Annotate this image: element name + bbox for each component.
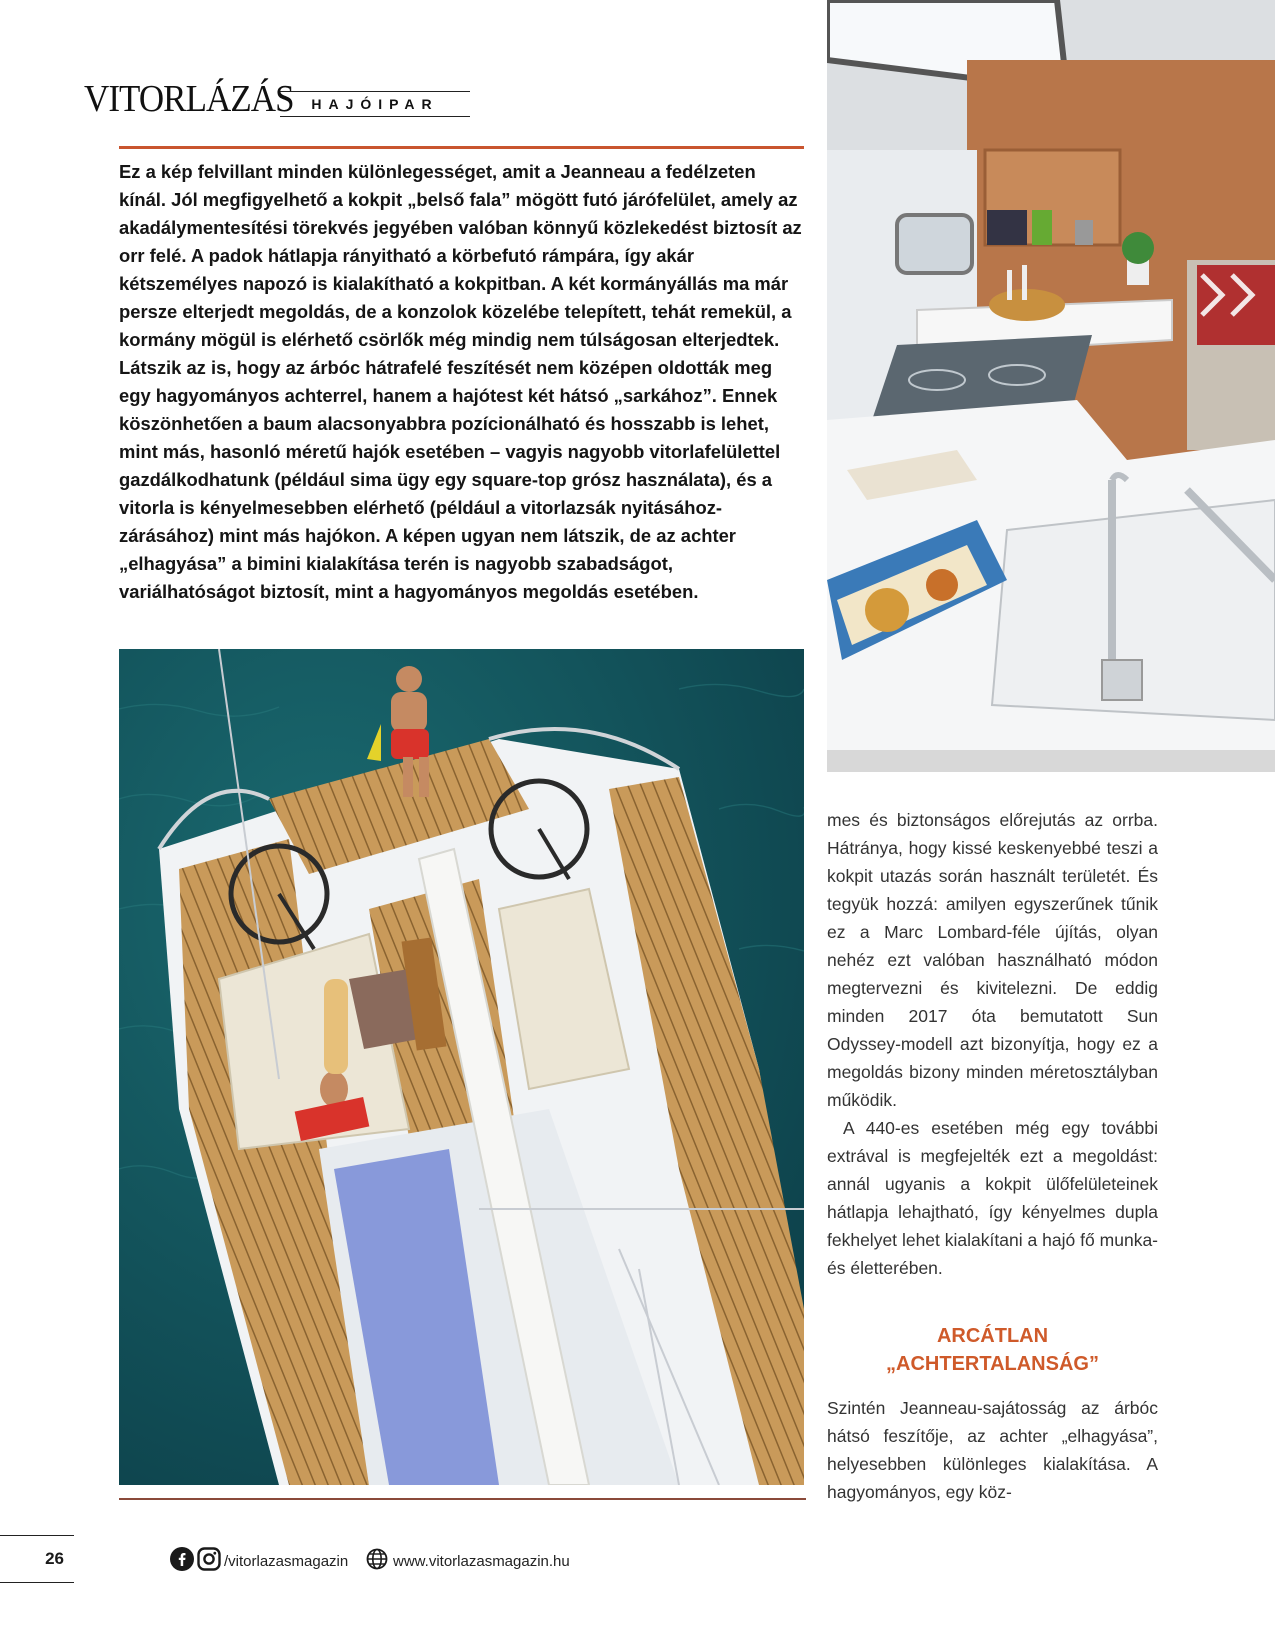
instagram-icon[interactable] [197,1547,221,1575]
page-number-rule-top [0,1535,74,1536]
article-paragraph-3 [827,1394,1158,1506]
paragraph-text: A 440-es esetében még egy további extrával is megfejelték ezt a megoldást: annál ugyanis a kokpit ülőfelületeinek hátlapja lehajtható, így kényelmes dupla fekhelyet lehet kialakítani a hajó fő munka- és életterében. [827,1118,1158,1278]
article-paragraph-2 [827,1114,1158,1282]
top-rule [119,146,804,149]
bottom-rule [119,1498,806,1500]
paragraph-text: Szintén Jeanneau-sajátosság az árbóc hátsó feszítője, az achter „elhagyása”, helyesebben különleges kialakítása. A hagyományos, egy köz- [827,1398,1158,1502]
section-tag: HAJÓIPAR [280,91,470,117]
website-url[interactable]: www.vitorlazasmagazin.hu [393,1552,570,1570]
page-number: 26 [45,1549,64,1568]
galley-interior-photo [827,0,1275,772]
subheading-line-2: „ACHTERTALANSÁG” [886,1353,1099,1375]
facebook-icon[interactable] [170,1547,194,1575]
social-handle[interactable]: /vitorlazasmagazin [224,1552,349,1570]
page-number-rule-bottom [0,1582,74,1583]
masthead: VITORLÁZÁS [84,78,294,120]
subheading-line-1: ARCÁTLAN [936,1325,1049,1347]
section-subheading [827,1322,1158,1378]
social-links [170,1548,348,1574]
photo-caption: Ez a kép felvillant minden különlegességet, amit a Jeanneau a fedélzeten kínál. Jól megfigyelhető a kokpit „belső fala” mögött futó járófelület, amely az akadálymentesítési törekvés jegyében valóban könnyű közlekedést biztosít az orr felé. A padok hátlapja rányitható a körbefutó rámpára, így akár kétszemélyes napozó is kialakítható a kokpitban. A két kormányállás ma már persze elterjedt megoldás, de a konzolok közelébe telepített, tehát remekül, a kormány mögül is elérhető csörlők még mindig nem túlságosan elterjedtek. Látszik az is, hogy az árbóc hátrafelé feszítését nem középen oldották meg egy hagyományos achterrel, hanem a hajótest két hátsó „sarkához”. Ennek köszönhetően a baum alacsonyabbra pozícionálható és hosszabb is lehet, mint más, hasonló méretű hajók esetében – vagyis nagyobb vitorlafelülettel gazdálkodhatunk (például sima ügy egy square-top grósz használata), és a vitorla is kényelmesebben elérhető (például a vitorlazsák nyitásához-zárásához) mint más hajókon. A képen ugyan nem látszik, de az achter „elhagyása” a bimini kialakítása terén is nagyobb szabadságot, variálhatóságot biztosít, mint a hagyományos megoldás esetében. [119,161,802,602]
boat-aerial-photo [119,649,804,1485]
globe-icon [366,1548,388,1574]
article-paragraph-1 [827,806,1158,1114]
website-link [366,1548,570,1574]
paragraph-text: mes és biztonságos előrejutás az orrba. Hátránya, hogy kissé keskenyebbé teszi a kokpit utazás során használt területét. És tegyük hozzá: amilyen egyszerűnek tűnik ez a Marc Lombard-féle újítás, olyan nehéz ezt valóban használható módon megtervezni és kivitelezni. De eddig minden 2017 óta bemutatott Sun Odyssey-modell azt bizonyítja, hogy ez a megoldás bizony minden méretosztályban működik. [827,810,1158,1110]
